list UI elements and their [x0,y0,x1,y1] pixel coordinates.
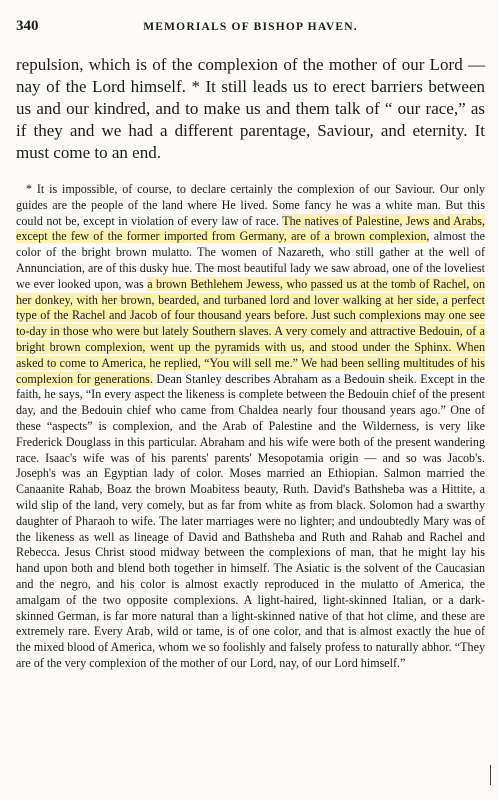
footnote-paragraph [16,182,485,672]
footnote-text: almost the color of the bright brown mulatto. The women of Nazareth, who still gather at the well of Annunciation, are of this dusky hue. The most beautiful lady we saw abroad, one of the loveliest we ever looked upon, was [16,229,485,291]
footnote-text: * It is impossible, of course, to declare certainly the complexion of our Saviour. Our only guides are the people of the land where He lived. Some fancy he was a white man. But this could not be, except in violation of every law of race. [16,182,485,228]
footnote-block [16,182,485,672]
page-header [16,18,485,40]
highlighted-passage: a brown Bethlehem Jewess, who passed us at the tomb of Rachel, on her donkey, with her brown, bearded, and turbaned lord and lover walking at her side, a perfect type of the Rachel and Jacob of four thousand years before. Just such complexions may one see to-day in those who were but lately Southern slaves. A very comely and attractive Bedouin, of a bright brown complexion, went up the pyramids with us, and stood under the Sphinx. When asked to come to America, he replied, “You will sell me.” We had been selling multitudes of his complexion for generations. [16,276,485,386]
footnote-text: Dean Stanley describes Abraham as a Bedouin sheik. Except in the faith, he says, “In every aspect the likeness is complete between the Bedouin chief of the present day, and the Bedouin chief who came from Chaldea nearly four thousand years ago.” One of these “aspects” is complexion, and the Arab of Palestine and the Wilderness, is very like Frederick Douglass in this particular. Abraham and his wife were both of the present wandering race. Isaac's wife was of his parents' parents' Mesopotamia origin — and so was Jacob's. Joseph's was an Egyptian lady of color. Moses married an Ethiopian. Salmon married the Canaanite Rahab, Boaz the brown Moabitess beauty, Ruth. David's Bathsheba was a Hittite, a wild slip of the land, very comely, but as far from white as from black. Solomon had a swarthy daughter of Pharaoh to wife. The later marriages were no lighter; and undoubtedly Mary was of the likeness as well as lineage of David and Bathsheba and Ruth and Rahab and Rachel and Rebecca. Jesus Christ stood midway between the complexions of man, that he might lay his hand upon both and blend both together in himself. The Asiatic is the solvent of the Caucasian and the negro, and his color is almost exactly reproduced in the mulatto of America, the amalgam of the two opposite complexions. A light-haired, light-skinned Italian, or a dark-skinned German, is far more natural than a light-skinned native of that hot clime, and these are extremely rare. Every Arab, wild or tame, is of one color, and that is almost exactly the hue of the mixed blood of America, whom we so foolishly and falsely profess to naturally abhor. “They are of the very complexion of the mother of our Lord, nay, of our Lord himself.” [16,371,485,670]
page-number: 340 [16,18,39,34]
main-paragraph: repulsion, which is of the complexion of the mother of our Lord — nay of the Lord himself. * It still leads us to erect barriers between us and our kindred, and to make us and them talk of “ our race,” as if they and we had a different parentage, Saviour, and eternity. It must come to an end. [16,55,485,162]
running-head: MEMORIALS OF BISHOP HAVEN. [143,21,358,33]
margin-mark [490,765,491,785]
main-text-block [16,54,485,164]
highlighted-passage: The natives of Palestine, Jews and Arabs, except the few of the former imported from Germany, are of a brown complexion, [16,213,485,244]
